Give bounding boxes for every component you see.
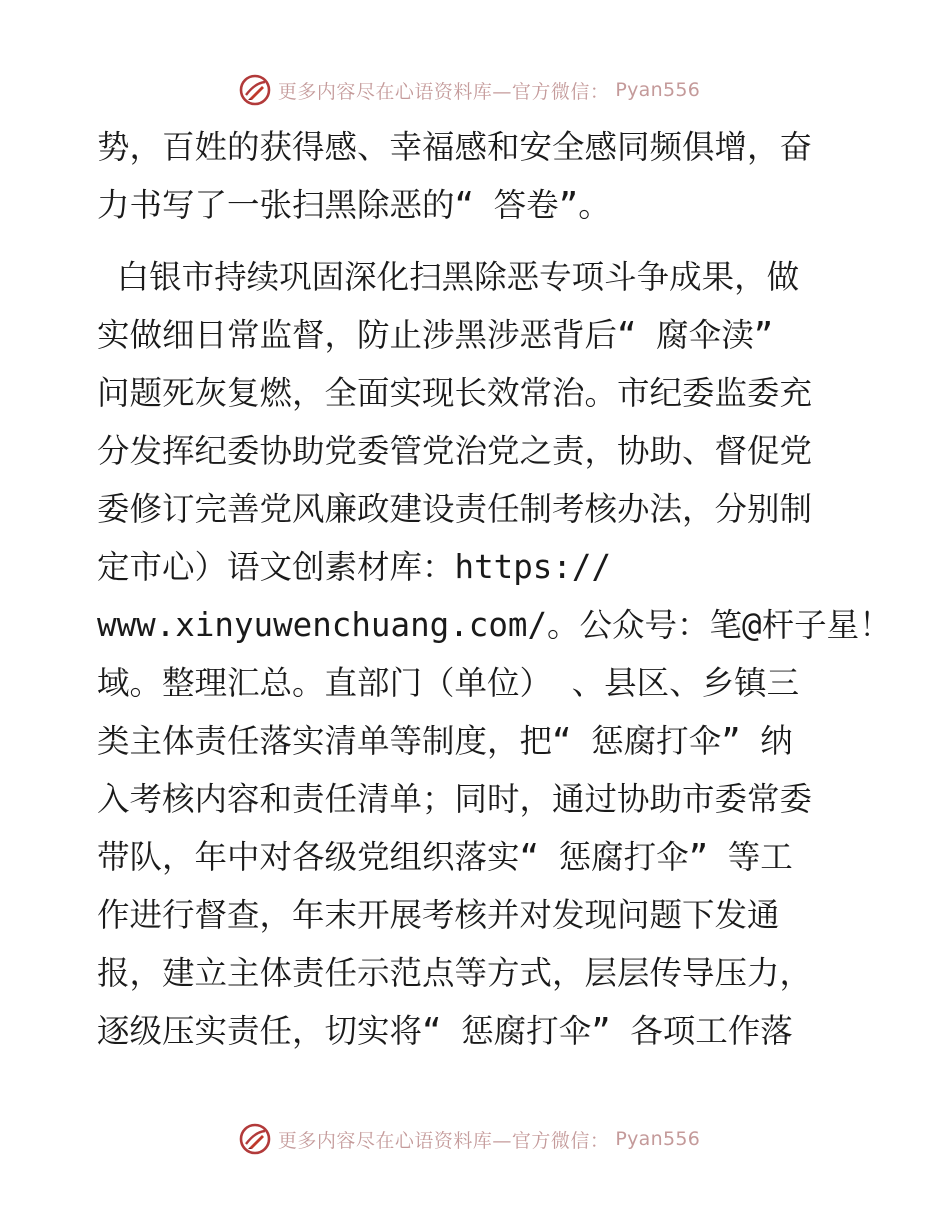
watermark-text: 更多内容尽在心语资料库—官方微信： (277, 1129, 610, 1152)
text-line: 类主体责任落实清单等制度，把“ 惩腐打伞” 纳 (97, 722, 793, 760)
text-line: 逐级压实责任，切实将“ 惩腐打伞” 各项工作落 (97, 1012, 793, 1050)
watermark-text: 更多内容尽在心语资料库—官方微信： (277, 80, 610, 103)
text-line: 白银市持续巩固深化扫黑除恶专项斗争成果，做 (97, 258, 800, 296)
text-line: 定市心）语文创素材库：https:// (97, 548, 612, 586)
footer-watermark (0, 1119, 950, 1159)
article-body (97, 118, 892, 1060)
text-line: 域。整理汇总。直部门（单位） 、县区、乡镇三 (97, 664, 800, 702)
text-line: 实做细日常监督，防止涉黑涉恶背后“ 腐伞渎” (97, 316, 774, 354)
text-line: 报，建立主体责任示范点等方式，层层传导压力， (97, 954, 813, 992)
text-line: 带队，年中对各级党组织落实“ 惩腐打伞” 等工 (97, 838, 793, 876)
watermark-wechat-id: Pyan556 (615, 1128, 701, 1150)
header-watermark (0, 70, 950, 110)
text-line: 作进行督查，年末开展考核并对发现问题下发通 (97, 896, 780, 934)
pen-logo-icon (238, 73, 272, 107)
text-line: 势，百姓的获得感、幸福感和安全感同频俱增，奋 (97, 128, 813, 166)
text-line: 力书写了一张扫黑除恶的“ 答卷”。 (97, 186, 611, 224)
text-line: 入考核内容和责任清单；同时，通过协助市委常委 (97, 780, 813, 818)
text-line: www.xinyuwenchuang.com/。公众号：笔@杆子星！ (97, 606, 892, 644)
text-line: 委修订完善党风廉政建设责任制考核办法，分别制 (97, 490, 813, 528)
watermark-wechat-id: Pyan556 (615, 79, 701, 101)
text-line: 问题死灰复燃，全面实现长效常治。市纪委监委充 (97, 374, 813, 412)
text-line: 分发挥纪委协助党委管党治党之责，协助、督促党 (97, 432, 813, 470)
pen-logo-icon (238, 1122, 272, 1156)
